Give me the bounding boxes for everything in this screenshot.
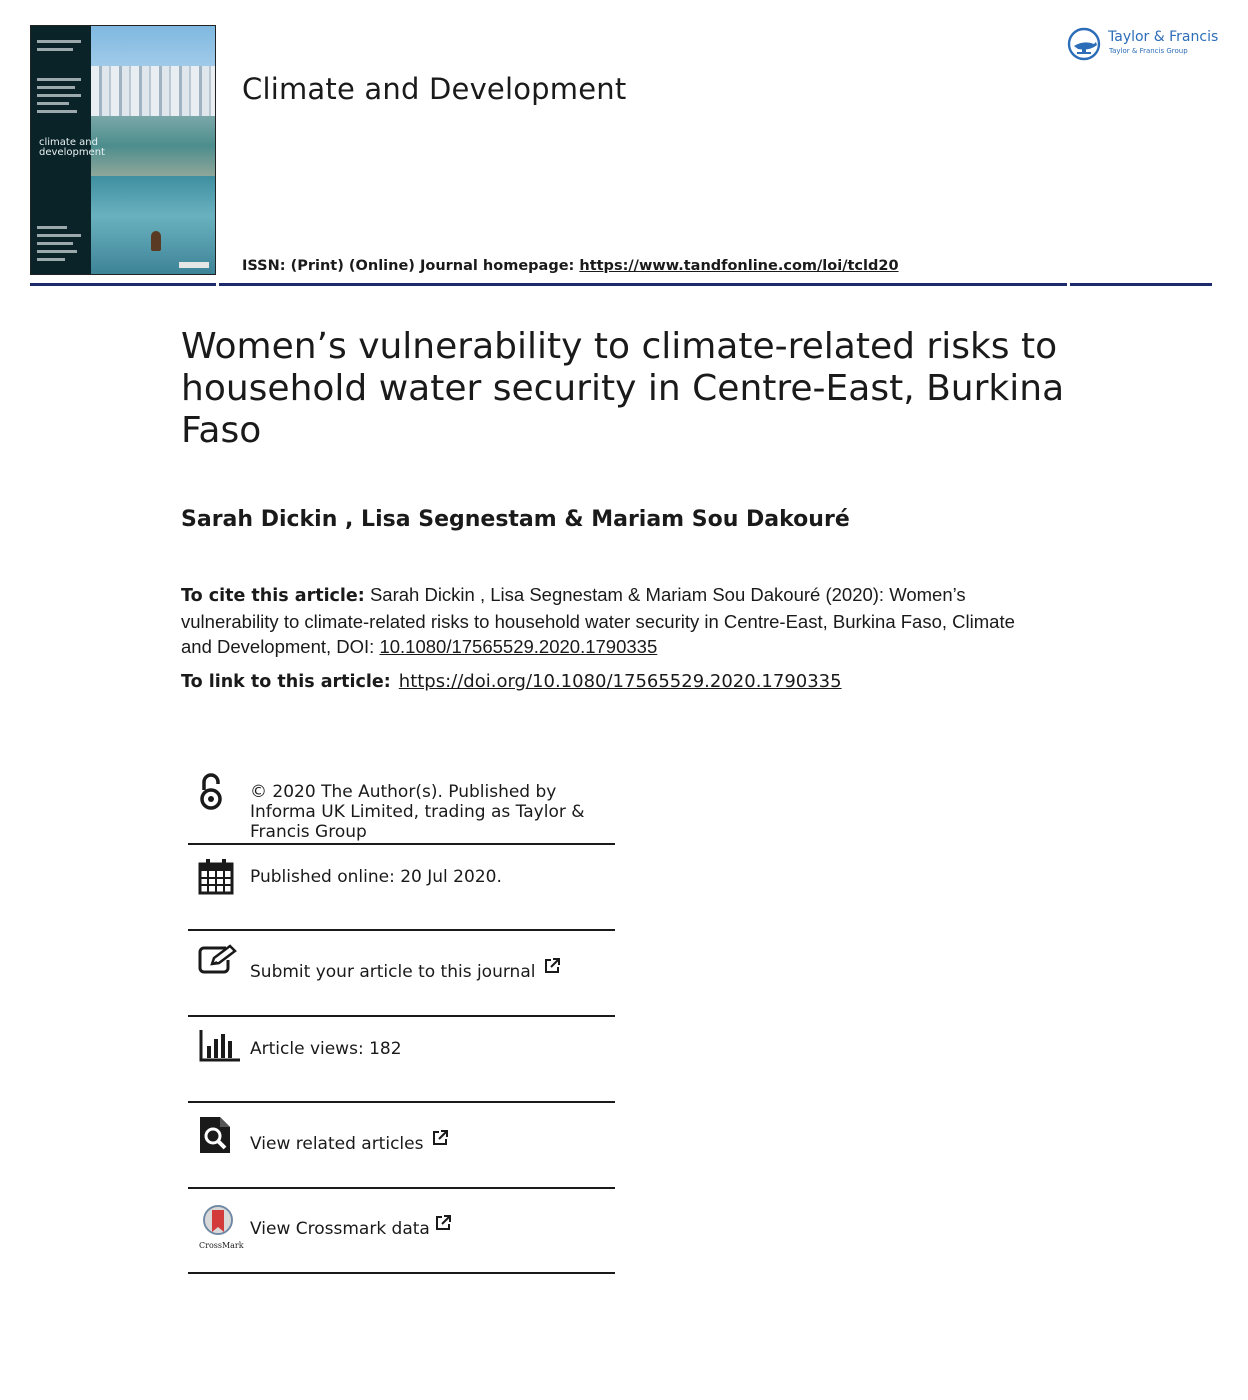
article-doi-url[interactable]: https://doi.org/10.1080/17565529.2020.1790335 <box>398 671 842 692</box>
article-authors: Sarah Dickin , Lisa Segnestam & Mariam Sou Dakouré <box>181 507 850 532</box>
divider <box>188 929 615 931</box>
journal-cover-image <box>30 25 216 275</box>
crossmark-link[interactable] <box>250 1214 620 1239</box>
citation-block <box>181 582 1041 659</box>
external-link-icon <box>434 1214 452 1232</box>
article-views: Article views: 182 <box>250 1039 402 1059</box>
divider <box>188 1272 615 1274</box>
copyright-notice: © 2020 The Author(s). Published by Informa UK Limited, trading as Taylor & Francis Group <box>250 782 585 842</box>
open-access-icon <box>198 772 224 812</box>
crossmark-label: View Crossmark data <box>250 1219 430 1239</box>
publisher-group: Taylor & Francis Group <box>1109 47 1188 55</box>
edit-icon <box>198 944 238 976</box>
journal-title: Climate and Development <box>242 72 627 106</box>
divider <box>188 843 615 845</box>
related-label: View related articles <box>250 1134 424 1154</box>
article-title: Women’s vulnerability to climate-related risks to household water security in Centre-East, Burkina Faso <box>181 326 1065 451</box>
divider <box>188 1187 615 1189</box>
publisher-logo[interactable] <box>1066 26 1219 62</box>
external-link-icon <box>543 957 561 975</box>
related-articles-link[interactable] <box>250 1129 620 1154</box>
link-label: To link to this article: <box>181 672 391 692</box>
external-link-icon <box>431 1129 449 1147</box>
submit-label: Submit your article to this journal <box>250 962 536 982</box>
divider <box>188 1015 615 1017</box>
doi-link[interactable]: 10.1080/17565529.2020.1790335 <box>379 636 658 657</box>
cite-text: Sarah Dickin , Lisa Segnestam & Mariam Sou Dakouré (2020): Women’s vulnerability to climate-related risks to household water security in Centre-East, Burkina Faso, Climate and Development, DOI: <box>181 584 1015 657</box>
calendar-icon <box>198 858 236 896</box>
issn-label: ISSN: (Print) (Online) Journal homepage: <box>242 258 580 274</box>
crossmark-caption: CrossMark <box>199 1241 244 1250</box>
published-date: Published online: 20 Jul 2020. <box>250 867 502 887</box>
cover-brand: climate and development <box>39 137 105 158</box>
search-document-icon <box>198 1115 234 1155</box>
crossmark-icon <box>197 1204 244 1250</box>
lamp-icon <box>1066 26 1104 62</box>
submit-article-link[interactable] <box>250 957 620 982</box>
link-line <box>181 671 842 692</box>
divider <box>188 1101 615 1103</box>
issn-line <box>242 258 899 274</box>
publisher-name: Taylor & Francis <box>1108 29 1219 45</box>
cite-label: To cite this article: <box>181 586 365 606</box>
header-divider <box>30 283 1212 286</box>
journal-homepage-link[interactable]: https://www.tandfonline.com/loi/tcld20 <box>579 258 899 274</box>
bar-chart-icon <box>198 1030 242 1062</box>
